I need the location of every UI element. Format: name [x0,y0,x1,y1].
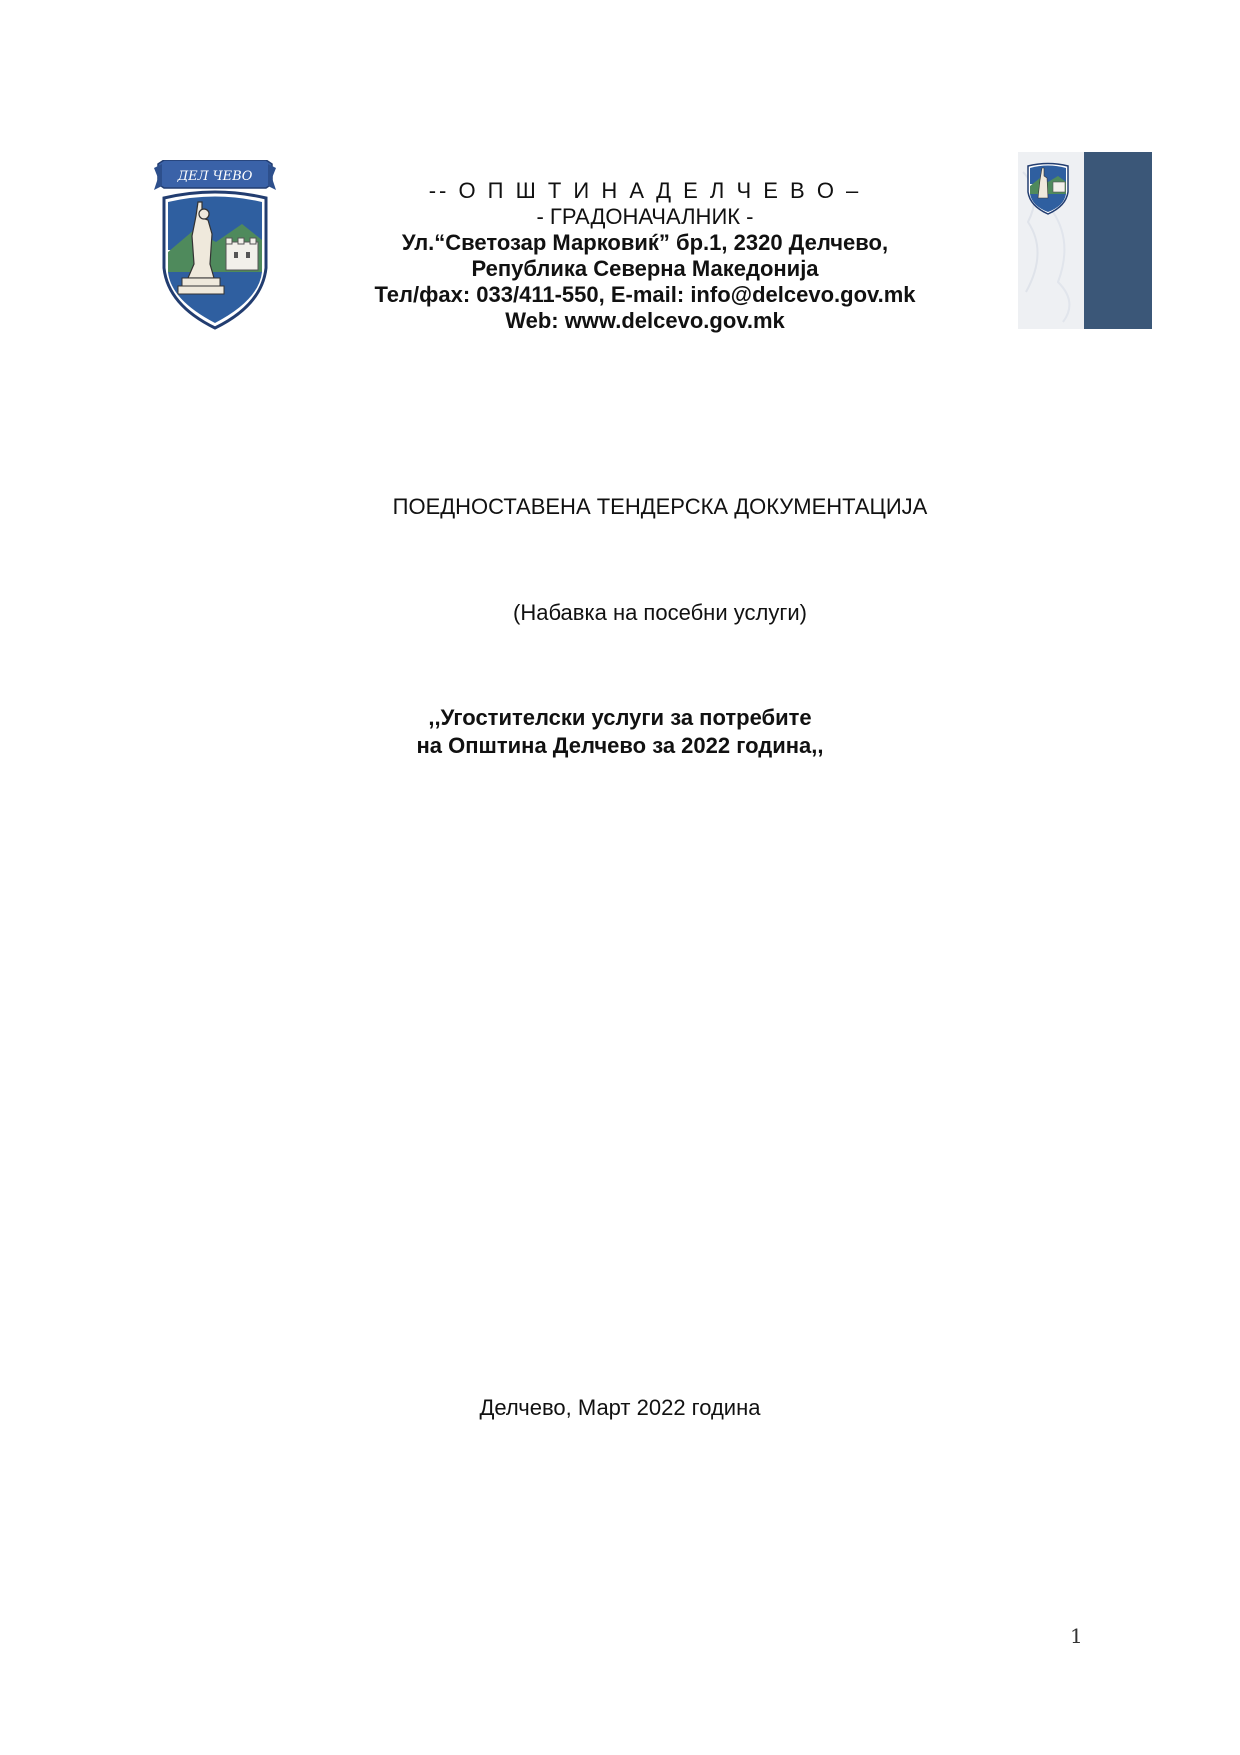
document-subtitle: (Набавка на посебни услуги) [513,600,807,625]
place-and-date: Делчево, Март 2022 година [479,1395,761,1420]
address-line: Ул.“Светозар Марковиќ” бр.1, 2320 Делчево, [401,230,889,255]
letterhead [330,178,960,334]
subject-line-2: на Општина Делчево за 2022 година,, [416,733,824,758]
municipality-flag [1018,152,1152,329]
office-title: - ГРАДОНАЧАЛНИК - [536,204,754,229]
country-line: Република Северна Македонија [471,256,819,281]
contact-line: Тел/фах: 033/411-550, E-mail: info@delcevo.gov.mk [374,282,916,307]
procurement-subject [380,704,860,760]
municipality-name: -- О П Ш Т И Н А Д Е Л Ч Е В О – [428,178,862,203]
document-title: ПОЕДНОСТАВЕНА ТЕНДЕРСКА ДОКУМЕНТАЦИЈА [392,494,928,519]
municipality-coat-of-arms [154,160,276,330]
page-number: 1 [1070,1624,1083,1648]
subject-line-1: ,,Угостителски услуги за потребите [428,705,812,730]
website-line: Web: www.delcevo.gov.mk [505,308,785,333]
svg-text:ДЕЛ ЧЕВО: ДЕЛ ЧЕВО [177,169,253,184]
